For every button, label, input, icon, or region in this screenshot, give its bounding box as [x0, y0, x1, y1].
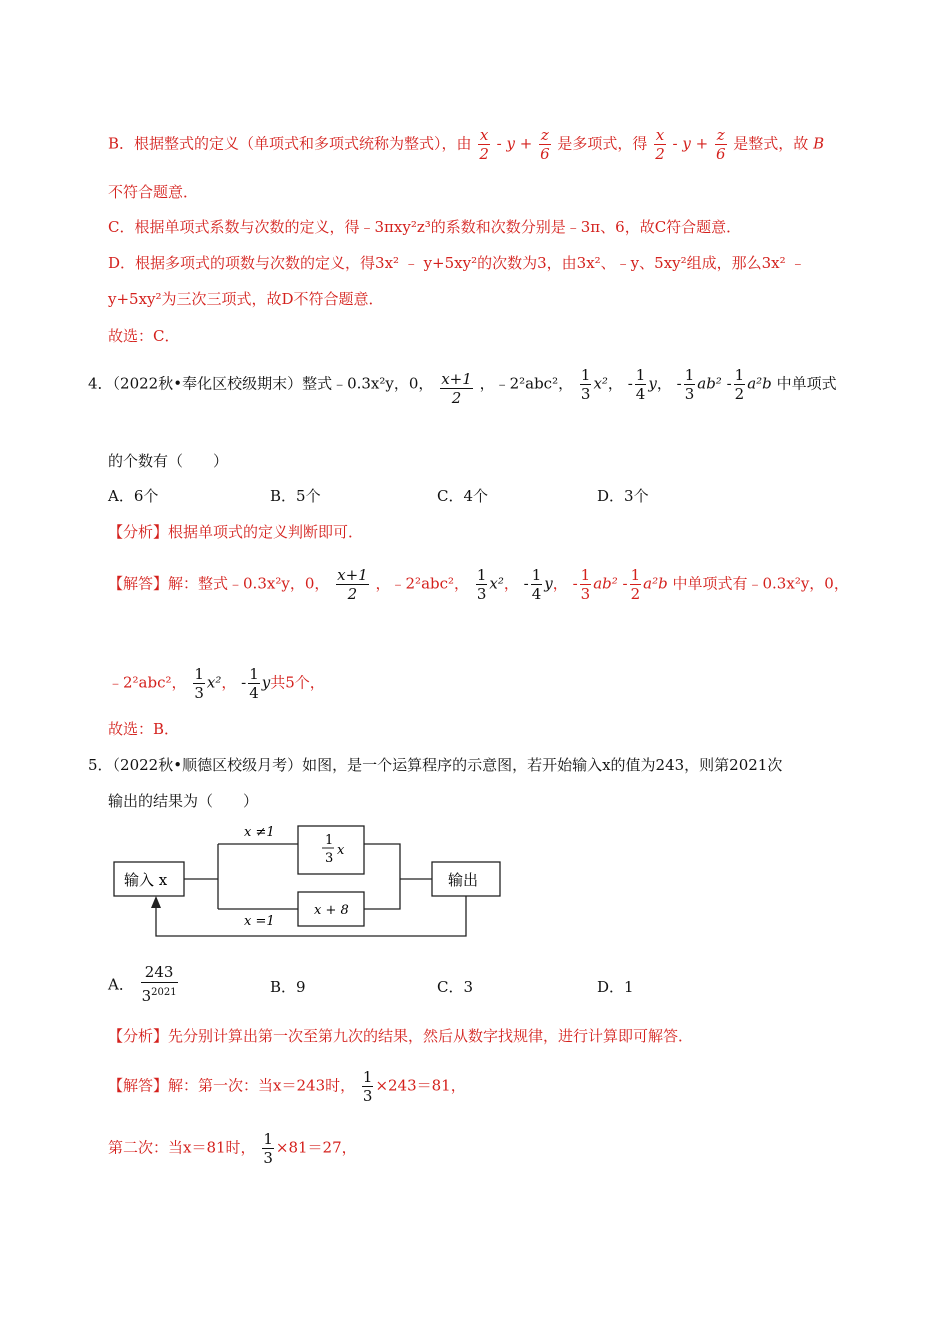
step2-lead: 第二次：当x＝81时，: [108, 1138, 256, 1157]
op-bottom-expression: x + 8: [314, 903, 349, 918]
fraction-1-4: $\frac{1}{4}$: [249, 665, 259, 702]
q5-choice-a[interactable]: [108, 962, 180, 1006]
step1-tail: ×243＝81，: [375, 1076, 466, 1095]
choice-label: A．: [108, 975, 134, 994]
sep: ，: [607, 374, 623, 393]
term-a2b: a²b: [747, 374, 772, 393]
term-a2b: a²b: [643, 574, 668, 593]
q5-choice-b[interactable]: B．9: [270, 978, 306, 996]
q5-analysis: [108, 1025, 693, 1047]
fraction-1-2: $\frac{1}{2}$: [630, 566, 641, 603]
q3-answer: 故选：C．: [108, 327, 180, 345]
program-flow-diagram: [108, 822, 508, 940]
q4-choice-c[interactable]: C．4个: [437, 487, 489, 505]
fraction-1-3: $\frac{1}{3}$: [194, 665, 204, 702]
denominator: $3^{2021}$: [141, 982, 178, 1006]
q3-option-c-analysis: C．根据单项式系数与次数的定义，得﹣3πxy²z³的系数和次数分别是﹣3π、6，故C符合题意．: [108, 218, 742, 236]
input-label: 输入 x: [124, 871, 168, 889]
fraction-1-3: $\frac{1}{3}$: [580, 366, 591, 403]
term-y: y: [544, 574, 553, 593]
minus: -: [523, 574, 529, 593]
solution-line2-end: 共5个，: [270, 673, 325, 692]
q4-choice-b[interactable]: B．5个: [270, 487, 321, 505]
minus: -: [627, 374, 633, 393]
q4-solution-line2: [108, 665, 325, 702]
expr-minus-y: - y +: [496, 134, 533, 153]
fraction-x-plus-1-over-2: $\frac{x+1}{2}$: [441, 370, 472, 407]
minus: -: [726, 374, 732, 393]
q5-solution-step1: [108, 1068, 466, 1105]
analysis-tag: 【分析】: [108, 1027, 169, 1045]
term-x2: x²: [206, 673, 222, 692]
q5-stem-line2: 输出的结果为（ ）: [108, 792, 259, 810]
q4-stem: [88, 366, 837, 407]
question-number: 5．: [88, 756, 113, 774]
q3-b-suffix: 是整式，故: [733, 134, 809, 153]
condition-top: x ≠1: [244, 825, 275, 840]
term-y: y: [648, 374, 657, 393]
q3-b-mid: 是多项式，得: [557, 134, 648, 153]
q3-option-d-analysis-line1: D．根据多项式的项数与次数的定义，得3x² ﹣ y+5xy²的次数为3，由3x²、﹣y、5xy²组成，那么3x² ﹣: [108, 254, 806, 272]
q3-b-letter: B: [813, 134, 825, 153]
q5-choice-d[interactable]: D．1: [597, 978, 634, 996]
q5-solution-step2: [108, 1130, 357, 1167]
term-x2: x²: [489, 574, 504, 593]
fraction-1-3: $\frac{1}{3}$: [362, 1068, 373, 1105]
sep: ，: [221, 673, 237, 692]
q3-option-b-analysis: [108, 126, 824, 163]
fraction-x-over-2-b: $\frac{x}{2}$: [655, 126, 665, 163]
q4-choice-d[interactable]: D．3个: [597, 487, 649, 505]
step2-tail: ×81＝27，: [275, 1138, 357, 1157]
q4-answer: 故选：B．: [108, 720, 180, 738]
fraction-x-over-2: $\frac{x}{2}$: [479, 126, 489, 163]
q3-b-text: B．根据整式的定义（单项式和多项式统称为整式），由: [108, 134, 472, 153]
expr-minus-y-b: - y +: [672, 134, 709, 153]
q4-analysis: [108, 521, 363, 543]
sep: ，: [552, 574, 568, 593]
analysis-tag: 【分析】: [108, 523, 169, 541]
condition-bottom: x =1: [244, 914, 275, 929]
solution-lead: 解：整式﹣0.3x²y，0，: [168, 574, 330, 593]
minus: -: [572, 574, 578, 593]
fraction-1-4: $\frac{1}{4}$: [635, 366, 646, 403]
fraction-x-plus-1-over-2: $\frac{x+1}{2}$: [337, 566, 368, 603]
analysis-text: 根据单项式的定义判断即可．: [168, 523, 364, 541]
term-ab2: ab²: [697, 374, 722, 393]
term-x2: x²: [593, 374, 608, 393]
fraction-1-3: $\frac{1}{3}$: [263, 1130, 273, 1167]
question-source: （2022秋•顺德区校级月考）: [112, 756, 303, 774]
fraction-1-3: $\frac{1}{3}$: [476, 566, 487, 603]
fraction-1-3: $\frac{1}{3}$: [580, 566, 591, 603]
sep: ，: [503, 574, 519, 593]
sep: ，: [656, 374, 672, 393]
connector: [364, 844, 400, 909]
solution-tag: 【解答】: [108, 1076, 169, 1095]
term-ab2: ab²: [593, 574, 618, 593]
step1-lead: 解：第一次：当x＝243时，: [168, 1076, 356, 1095]
minus: -: [622, 574, 628, 593]
fraction-1-4: $\frac{1}{4}$: [531, 566, 542, 603]
q4-choice-a[interactable]: A．6个: [108, 487, 159, 505]
minus: -: [676, 374, 682, 393]
fraction-1-3: $\frac{1}{3}$: [684, 366, 695, 403]
q4-solution: [108, 566, 849, 603]
q4-stem-lead: 整式﹣0.3x²y，0，: [302, 374, 434, 393]
q3-option-d-analysis-line2: y+5xy²为三次三项式，故D不符合题意．: [108, 290, 384, 308]
q4-stem-end: 中单项式: [776, 374, 837, 393]
q3-b-line2: 不符合题意．: [108, 183, 199, 201]
fraction-1-2: $\frac{1}{2}$: [734, 366, 745, 403]
op-top-denominator: 3: [325, 851, 334, 866]
fraction-243-over-3-pow-2021: [141, 962, 178, 1006]
q4-stem-line2: 的个数有（ ）: [108, 452, 229, 470]
solution-line2-lead: ﹣2²abc²，: [108, 673, 187, 692]
output-label: 输出: [448, 871, 479, 889]
fraction-z-over-6: $\frac{z}{6}$: [540, 126, 550, 163]
question-number: 4．: [88, 374, 113, 393]
minus: -: [241, 673, 247, 692]
question-source: （2022秋•奉化区校级期末）: [112, 374, 303, 393]
q5-stem: [88, 754, 782, 776]
term-y: y: [261, 673, 271, 692]
sep-text: ，﹣2²abc²，: [375, 574, 470, 593]
arrow-up-icon: [151, 896, 161, 908]
numerator: 243: [144, 963, 174, 981]
q5-stem-text: 如图，是一个运算程序的示意图，若开始输入x的值为243，则第2021次: [302, 756, 783, 774]
feedback-loop: [156, 896, 466, 936]
q5-choice-c[interactable]: C．3: [437, 978, 474, 996]
op-top-variable: x: [337, 843, 345, 858]
op-top-numerator: 1: [325, 833, 334, 848]
fraction-z-over-6-b: $\frac{z}{6}$: [715, 126, 726, 163]
solution-tag: 【解答】: [108, 574, 169, 593]
q4-stem-tail: ，﹣2²abc²，: [479, 374, 574, 393]
analysis-text: 先分别计算出第一次至第九次的结果，然后从数字找规律，进行计算即可解答．: [168, 1027, 694, 1045]
solution-mid: 中单项式有﹣0.3x²y，0，: [672, 574, 849, 593]
